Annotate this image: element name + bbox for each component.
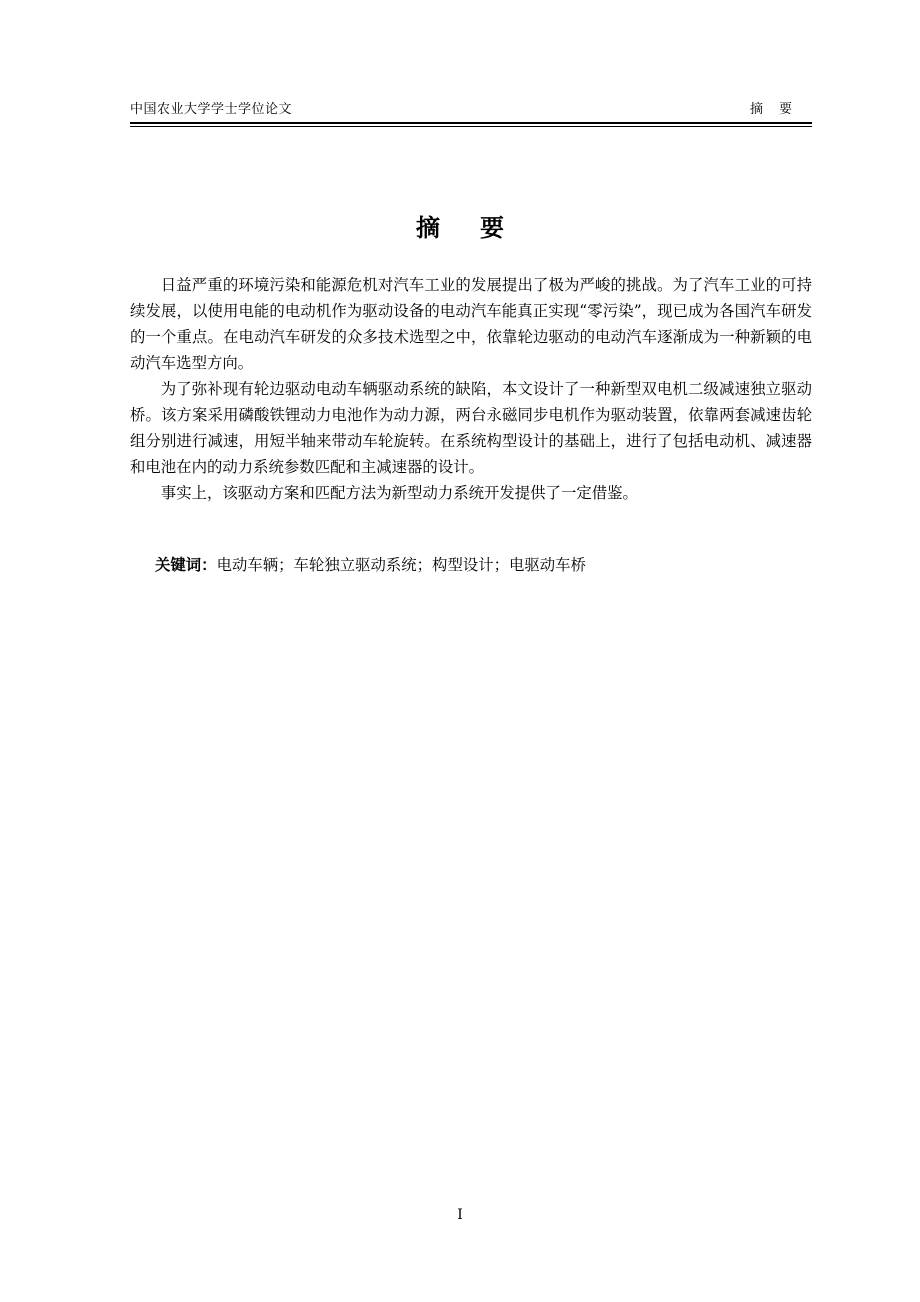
abstract-paragraph-2: 为了弥补现有轮边驱动电动车辆驱动系统的缺陷，本文设计了一种新型双电机二级减速独立驱动桥。该方案采用磷酸铁锂动力电池作为动力源，两台永磁同步电机作为驱动装置，依靠两套减速齿轮组分别进行减速，用短半轴来带动车轮旋转。在系统构型设计的基础上，进行了包括电动机、减速器和电池在内的动力系统参数匹配和主减速器的设计。 <box>130 380 812 476</box>
header-rule-thick <box>130 122 812 124</box>
header-thesis-title: 中国农业大学学士学位论文 <box>130 102 293 117</box>
keywords-line <box>155 552 812 578</box>
abstract-body <box>130 272 812 506</box>
running-header <box>130 100 812 120</box>
abstract-paragraph-1: 日益严重的环境污染和能源危机对汽车工业的发展提出了极为严峻的挑战。为了汽车工业的可持续发展，以使用电能的电动机作为驱动设备的电动汽车能真正实现“零污染”，现已成为各国汽车研发的一个重点。在电动汽车研发的众多技术选型之中，依靠轮边驱动的电动汽车逐渐成为一种新颖的电动汽车选型方向。 <box>130 276 812 372</box>
page-number: I <box>457 1207 463 1223</box>
keywords-label: 关键词： <box>155 556 217 574</box>
header-rule-thin <box>130 126 812 127</box>
header-section-title: 摘要 <box>749 102 808 117</box>
abstract-paragraph-3: 事实上，该驱动方案和匹配方法为新型动力系统开发提供了一定借鉴。 <box>160 484 638 502</box>
keywords-text: 电动车辆；车轮独立驱动系统；构型设计；电驱动车桥 <box>216 556 586 574</box>
page-title: 摘要 <box>416 214 544 242</box>
